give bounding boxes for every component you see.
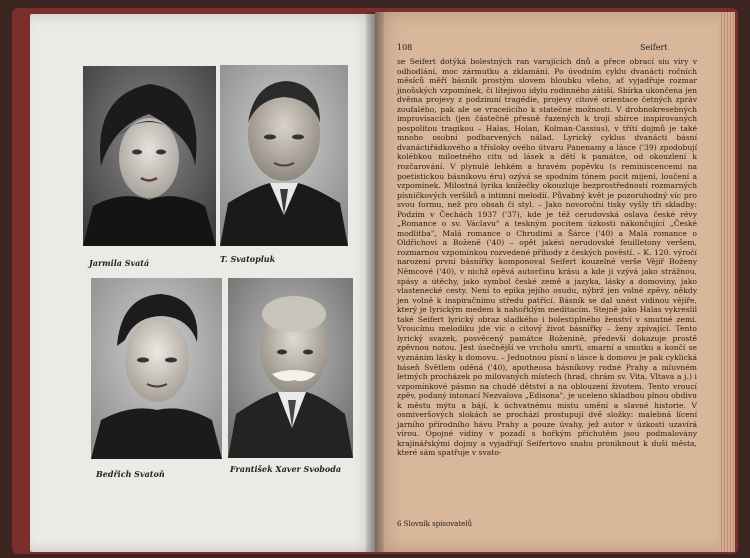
page-footer-signature: 6 Slovník spisovatelů — [397, 520, 473, 528]
portrait-elderly-man-image — [228, 278, 353, 458]
portrait-photo-2 — [220, 65, 348, 246]
caption-portrait-4: František Xaver Svoboda — [230, 464, 342, 474]
page-number: 108 — [397, 43, 413, 52]
portrait-photo-1 — [83, 66, 216, 246]
caption-portrait-1: Jarmila Svatá — [89, 258, 150, 268]
running-header: Seifert — [640, 43, 668, 52]
caption-portrait-3: Bedřich Svatoň — [96, 469, 165, 479]
portrait-man-image — [220, 65, 348, 246]
book-gutter — [366, 12, 384, 552]
portrait-woman-image — [83, 66, 216, 246]
caption-portrait-2: T. Svatopluk — [220, 254, 276, 264]
body-text — [397, 57, 697, 458]
portrait-young-man-image — [91, 278, 222, 459]
body-paragraph: se Seifert dotýká bolestných ran varujících dnů a přece obrací siu víry v odhodlání, moc zármutku a zklamání. Po úvodním cyklu dvanácti ročních měsíců měří básník prostým slovem hloubku všeho, ať vyjadřuje rozmar jinošských vzpomínek, či lítejivou idylu rodinného zátiší. Sbírka ukončena jen dvěma projevy z podzimní tragédie, projevy citové orientace četných zpráv zoufalého, pak ale se vraceiicího k statečné možnosti. V drobnokresebných improvisacích (jen částečně přesně řazených k trojí sbírce inspirovaných pospolitou tragikou – Halas, Holan, Kolman-Cassius), v třítí dojmů je také mnoho osobní podbarvených nálad. Lyrický cyklus dvanácti básní dvanáctiřádkového a třísloky ového útvaru Panenamy a lásce ('39) zpodobují kolébkou miloetného citu od lásek a dětí k památce, od okouzlení k rozčarování. V plynulé lehkém a hravém popěvku (s reminiscencemi na poetistickou básníkovu éru) ozývá se spodním tónem pocit mijení, loučení a vzpomínek. Milostná lyrika knížečky okouzluje bezprostředností rozmarných písničkových veršíků a intimní melodií. Půvabný květ je pozoruhodný víc pro svou formu, než pro obsah či styl. – Jako novoroční tisky vyšly tři skladby: Podzim v Čechách 1937 ('37), kde je též cerudovská oslava české révy „Romance o sv. Václavu" a teskným pocitem úzkosti nákončující „České modlitba", Malá romance o Chrudimi a Šárce ('40) a Malá romance o Oldřichovi a Boženě ('40) – opět jakési nerudovské feuilletony veršem, rozmarnou vzpomínkou rozvedené příhody z českých pověstí. – K. 120. výročí narození první básnířky komponoval Seifert kouzelné verše Vějíř Boženy Němcové ('40), v nichž opěvá autorčinu krásu a kde ji vzývá jako strážnou, spásy a útěchy, jako symbol české země a jazyka, lásky a domoviny, jako vlastenecké cesty. Není to epika jejího osudu, nýbrž jen volné zpěvy, někdy jen volně k inspiračnímu středu patřící. Básník se dal unést vidinou vějíře, který je lyrickým medem k nahořklým meditacím. Stejně jako Halas vykreslil také Seifert lyrický obraz sladkého i bolestiplného ženství v smutné zemi. Vroucímu melodiku jde víc o citový život básnířky – ženy zpívající. Tento lyrický svazek, posvěcený památce Boženině, předevší dokazuje prostě zpěvnou notou. Jest úsečnější ve vrcholu smrti, smarní a smutku a končí se vyznáním lásky k domovu. – Jednotnou písní o lásce k domovu je pak cyklická báseň Světlem oděná ('40), apotheosa básníkovy rodné Prahy a mluvném letmých procházek po milovaných místech (hrad, chrám sv. Vita, Vltava a j.) i vzpomínkové pásmo na chudé dětství a na oblouzení životem. Tento vroucí zpěv, podaný intonací Nezvalova „Edisona", je uceleno skladbou plnou obdivu k městu mýtu a bájí, k úchvatnému místu umění a slavné historie. V osmiveršových slokách se prochází prostupují dvě složky: malebná lícení jarního přírodního hávu Prahy a pouze úvahy, jež autor v úzkosti uzavírá vírou. Opojné vidiny v pozadí s hořkým příchutěm jsou podmalovány krajinářskými dojmy a vyjadřují Seifertovo snahu proniknout k duši města, které sám spatřuje v svato- — [397, 57, 697, 458]
portrait-photo-4 — [228, 278, 353, 458]
page-edge — [719, 12, 735, 552]
portrait-photo-3 — [91, 278, 222, 459]
